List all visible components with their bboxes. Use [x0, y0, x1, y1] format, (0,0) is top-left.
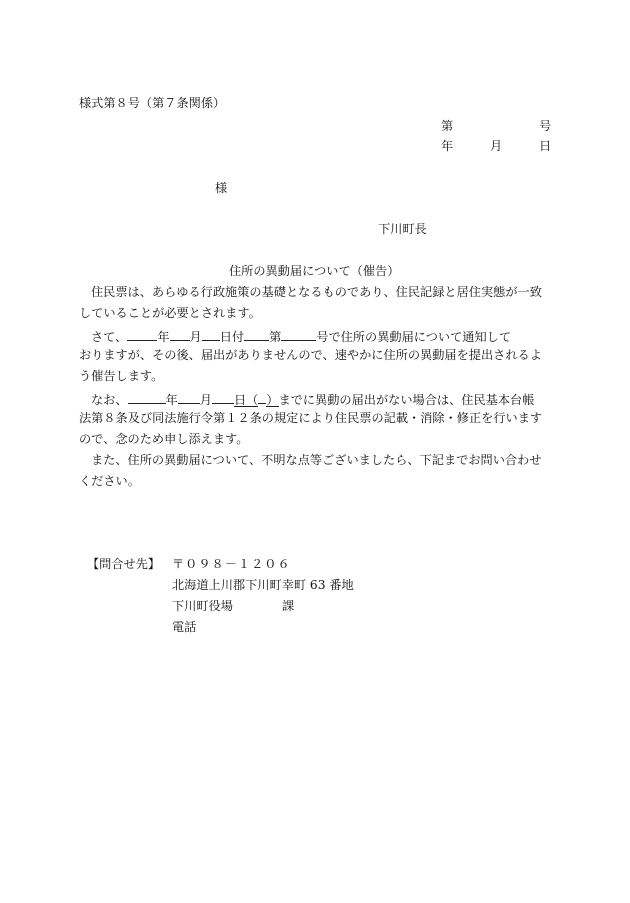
recipient-suffix: 様 [215, 181, 228, 195]
contact-postal: 〒０９８－１２０６ [172, 557, 291, 571]
p3-day-blank [212, 391, 234, 404]
p2-number-blank [281, 328, 316, 341]
p2-date-suffix: 日付 [219, 330, 245, 344]
body-p2-line2: おりますが、その後、届出がありませんので、速やかに住所の異動届を提出されるよ [79, 348, 542, 362]
body-p1-line2: していることが必要とされます。 [79, 306, 261, 320]
contact-label: 【問合せ先】 [87, 557, 161, 571]
p2-dai: 第 [269, 330, 282, 344]
p3-paren-close: ） [266, 393, 279, 407]
body-p4-line1: また、住所の異動届について、不明な点等ございましたら、下記までお問い合わせ [91, 453, 542, 467]
p2-day-blank [202, 328, 220, 341]
doc-number-dai: 第 [441, 119, 454, 133]
sender: 下川町長 [378, 222, 427, 236]
p3-weekday-blank [258, 391, 266, 404]
p3-month: 月 [199, 393, 212, 407]
body-p4-line2: ください。 [79, 474, 140, 488]
body-p3-line2: 法第８条及び同法施行令第１２条の規定により住民票の記載・消除・修正を行います [79, 411, 543, 425]
contact-office: 下川町役場 [172, 599, 233, 613]
p3-line1-rest: までに異動の届出がない場合は、住民基本台帳 [278, 393, 535, 407]
document-title: 住所の異動届について（催告） [229, 264, 400, 278]
date-day: 日 [539, 139, 552, 153]
body-p2-line3: う催告します。 [79, 369, 164, 383]
p2-year-blank [127, 328, 157, 341]
p3-prefix: なお、 [91, 393, 128, 407]
body-p3-line1 [79, 391, 551, 407]
form-number: 様式第８号（第７条関係） [79, 96, 226, 110]
contact-phone: 電話 [172, 620, 197, 634]
p3-day: 日（ [233, 393, 259, 407]
p2-gap-blank [244, 328, 269, 341]
p3-month-blank [178, 391, 200, 404]
p2-year: 年 [157, 330, 170, 344]
doc-number-go: 号 [539, 119, 552, 133]
contact-section: 課 [282, 599, 295, 613]
p2-month-blank [170, 328, 190, 341]
contact-address: 北海道上川郡下川町幸町 63 番地 [172, 578, 354, 592]
body-p1-line1: 住民票は、あらゆる行政施策の基礎となるものであり、住民記録と居住実態が一致 [91, 285, 542, 299]
date-month: 月 [490, 139, 503, 153]
body-p2-line1 [79, 328, 551, 343]
p3-year-blank [128, 391, 166, 404]
p2-prefix: さて、 [91, 330, 128, 344]
p2-month: 月 [189, 330, 202, 344]
date-year: 年 [441, 139, 454, 153]
p3-year: 年 [165, 393, 178, 407]
body-p3-line3: ので、念のため申し添えます。 [79, 432, 249, 446]
p2-line1-rest: 号で住所の異動届について通知して [316, 330, 512, 344]
